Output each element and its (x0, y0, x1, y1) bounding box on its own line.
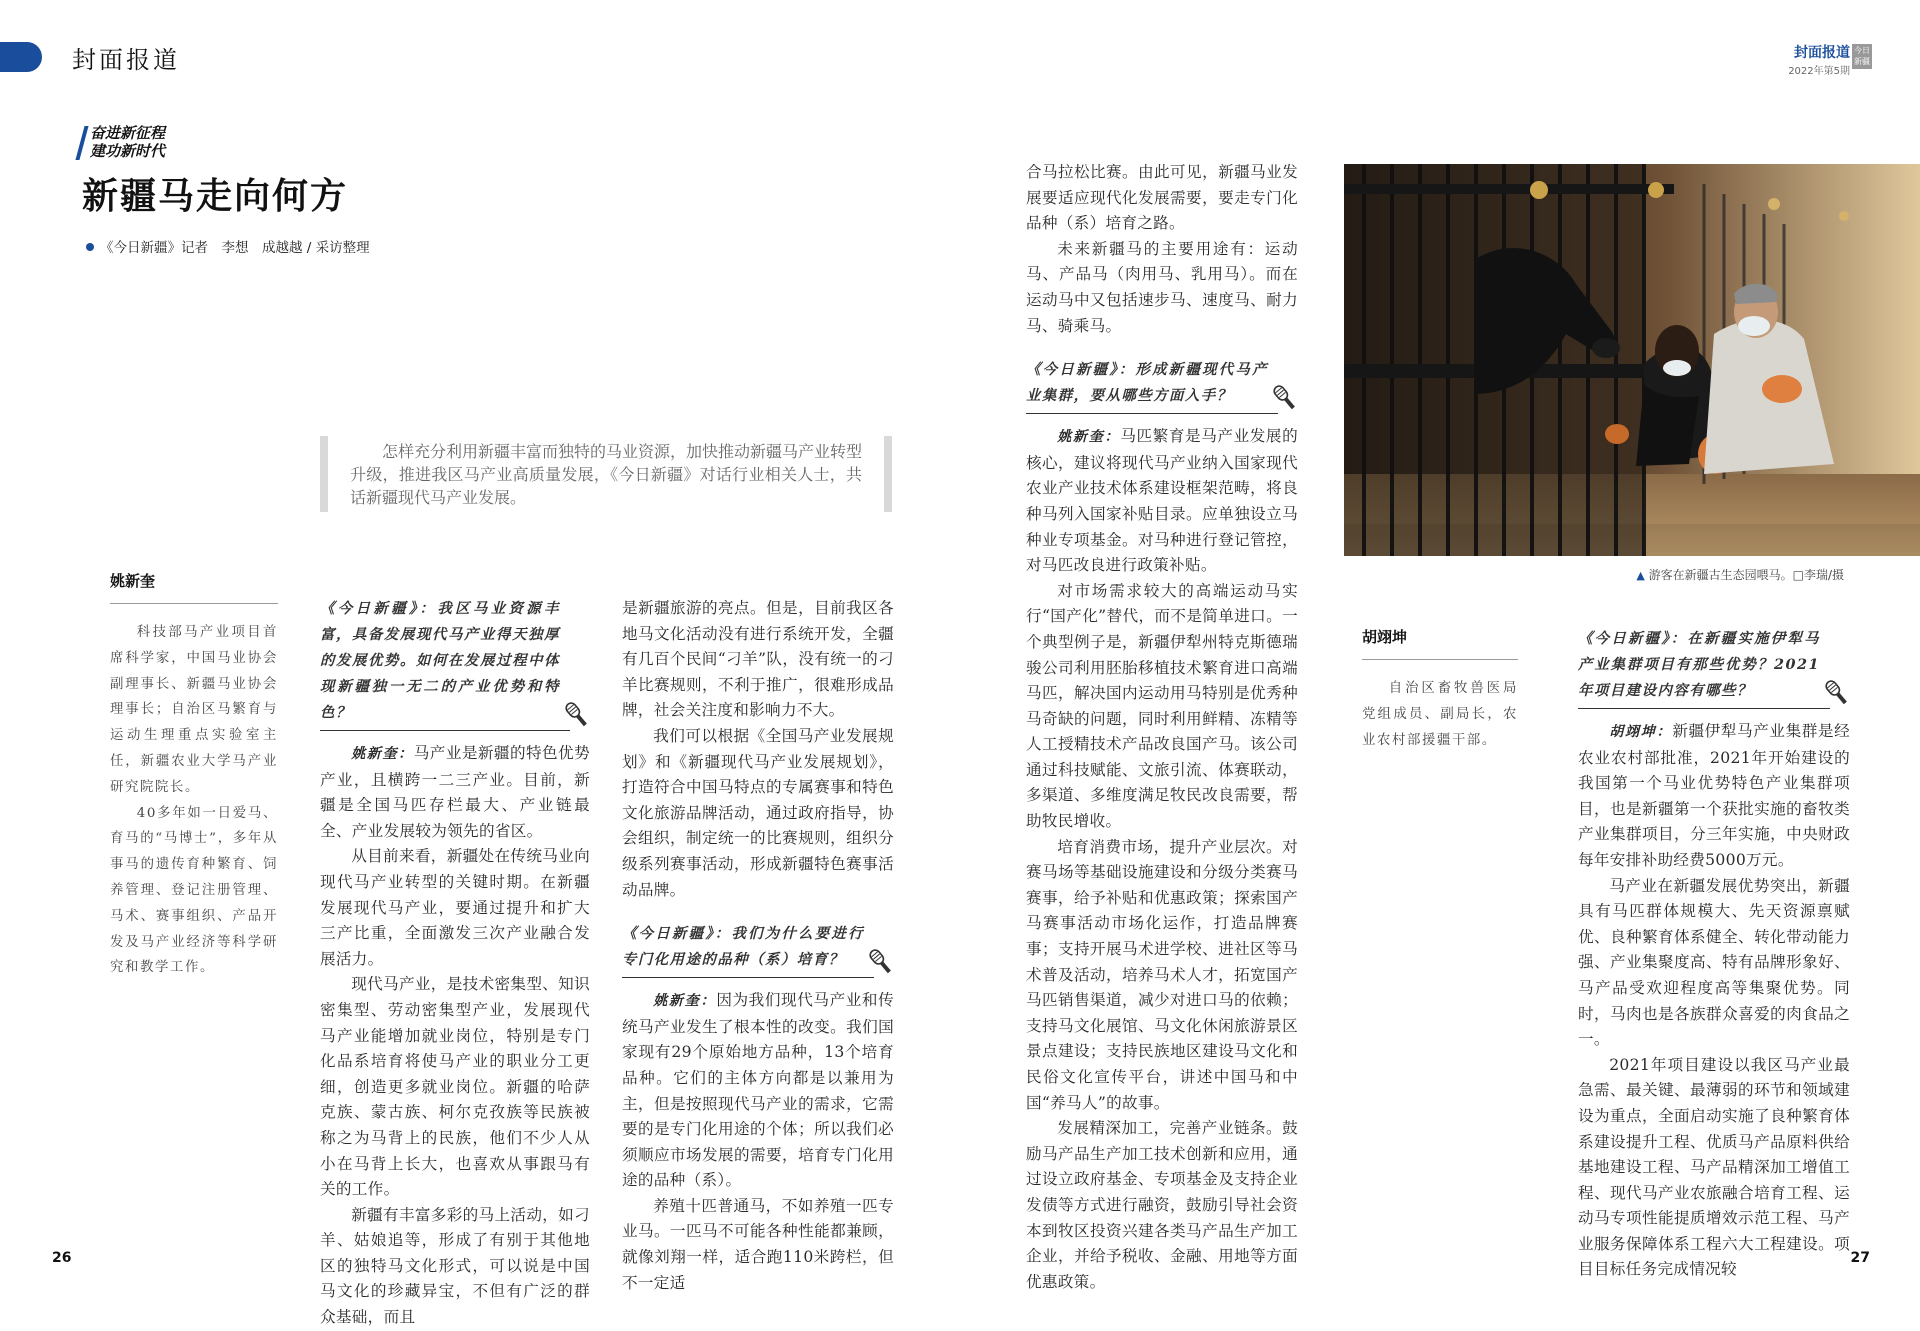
speaker-label: 姚新奎： (653, 993, 717, 1010)
speaker-label: 姚新奎： (1057, 429, 1121, 446)
bio-paragraph-1: 科技部马产业项目首席科学家，中国马业协会副理事长、新疆马业协会理事长；自治区马繁育与运动生理重点实验室主任，新疆农业大学马产业研究院院长。 (110, 625, 278, 795)
triangle-icon: ▲ (1636, 569, 1645, 582)
question-rule (320, 730, 570, 731)
answer-paragraph (320, 741, 590, 844)
answer-paragraph (622, 988, 894, 1194)
article-title: 新疆马走向何方 (82, 176, 349, 217)
header-brand (1788, 42, 1850, 77)
bio-name: 姚新奎 (110, 570, 278, 604)
bio-text (1362, 676, 1518, 753)
bio-text (110, 620, 278, 981)
issue-label: 2022年第5期 (1788, 66, 1850, 77)
bio-name: 胡翊坤 (1362, 626, 1518, 660)
microphone-icon (1820, 676, 1854, 710)
lead-text: 怎样充分利用新疆丰富而独特的马业资源，加快推动新疆马产业转型升级，推进我区马产业高质量发展，《今日新疆》对话行业相关人士，共话新疆现代马产业发展。 (350, 442, 863, 507)
answer-paragraph (1578, 719, 1850, 874)
question-block (1026, 357, 1298, 409)
question-rule (1026, 413, 1278, 414)
byline: 《今日新疆》记者 李想 成越越 / 采访整理 (100, 240, 370, 256)
horse-feeding-illustration (1344, 164, 1920, 556)
interview-question: 《今日新疆》：我区马业资源丰富，具备发展现代马产业得天独厚的发展优势。如何在发展过程中体现新疆独一无二的产业优势和特色？ (320, 600, 560, 721)
article-column-2 (622, 596, 894, 1296)
body-paragraph: 从目前来看，新疆处在传统马业向现代马产业转型的关键时期。在新疆发展现代马产业，要通过提升和扩大三产比重，全面激发三次产业融合发展活力。 (320, 847, 590, 968)
kicker-line-1: 奋进新征程 (90, 124, 166, 142)
microphone-icon (560, 698, 594, 732)
body-paragraph: 马产业在新疆发展优势突出，新疆具有马匹群体规模大、先天资源禀赋优、良种繁育体系健全、转化带动能力强、产业集聚度高、特有品牌形象好、马产品受欢迎程度高等集聚优势。同时，马肉也是各族群众喜爱的肉食品之一。 (1578, 876, 1850, 1049)
interview-question: 《今日新疆》：形成新疆现代马产业集群，要从哪些方面入手？ (1026, 361, 1268, 405)
caption-text: 游客在新疆古生态园喂马。□李瑞/摄 (1648, 568, 1844, 582)
body-paragraph: 培育消费市场，提升产业层次。对赛马场等基础设施建设和分级分类赛马赛事，给予补贴和优惠政策；探索国产马赛事活动市场化运作，打造品牌赛事；支持开展马术进学校、进社区等马术普及活动，培养马术人才，拓宽国产马匹销售渠道，减少对进口马的依赖；支持马文化展馆、马文化休闲旅游景区景点建设；支持民族地区建设马文化和民俗文化宣传平台，讲述中国马和中国“养马人”的故事。 (1026, 837, 1298, 1112)
body-paragraph: 新疆有丰富多彩的马上活动，如刁羊、姑娘追等，形成了有别于其他地区的独特马文化形式，可以说是中国马文化的珍藏异宝，不但有广泛的群众基础，而且 (320, 1205, 590, 1327)
page-number-right: 27 (1850, 1250, 1870, 1266)
speaker-label: 姚新奎： (351, 746, 414, 762)
body-paragraph: 未来新疆马的主要用途有：运动马、产品马（肉用马、乳用马）。而在运动马中又包括速步马、速度马、耐力马、骑乘马。 (1026, 239, 1298, 335)
bio-card-right (1362, 626, 1518, 753)
section-tab (0, 42, 42, 72)
body-paragraph: 现代马产业，是技术密集型、知识密集型、劳动密集型产业，发展现代马产业能增加就业岗位，特别是专门化品系培育将使马产业的职业分工更细，创造更多就业岗位。新疆的哈萨克族、蒙古族、柯尔克孜族等民族被称之为马背上的民族，他们不少人从小在马背上长大，也喜欢从事跟马有关的工作。 (320, 975, 590, 1199)
brand-label: 封面报道 (1794, 45, 1850, 61)
question-block (320, 596, 590, 726)
body-paragraph: 合马拉松比赛。由此可见，新疆马业发展要适应现代化发展需要，要走专门化品种（系）培育之路。 (1026, 163, 1298, 233)
section-title: 封面报道 (72, 46, 180, 74)
answer-paragraph (1026, 424, 1298, 579)
microphone-icon (1268, 381, 1302, 415)
article-column-1 (320, 596, 590, 1331)
question-block (1578, 626, 1850, 704)
speaker-label: 胡翊坤： (1609, 724, 1673, 740)
body-paragraph: 我们可以根据《全国马产业发展规划》和《新疆现代马产业发展规划》，打造符合中国马特点的专属赛事和特色文化旅游品牌活动，通过政府指导，协会组织，制定统一的比赛规则，组织分级系列赛事活动，形成新疆特色赛事活动品牌。 (622, 726, 894, 899)
body-paragraph: 养殖十匹普通马，不如养殖一匹专业马。一匹马不可能各种性能都兼顾，就像刘翔一样，适合跑110米跨栏，但不一定适 (622, 1196, 894, 1292)
question-rule (622, 977, 874, 978)
bio-card-left (110, 570, 278, 981)
answer-text: 因为我们现代马产业和传统马产业发生了根本性的改变。我们国家现有29个原始地方品种，13个培育品种。它们的主体方向都是以兼用为主，但是按照现代马产业的需求，它需要的是专门化用途的个体；所以我们必须顺应市场发展的需要，培育专门化用途的品种（系）。 (622, 991, 894, 1190)
bio-paragraph-2: 40多年如一日爱马、育马的“马博士”，多年从事马的遗传育种繁育、饲养管理、登记注册管理、马术、赛事组织、产品开发及马产业经济等科学研究和教学工作。 (110, 805, 278, 976)
interview-question: 《今日新疆》：我们为什么要进行专门化用途的品种（系）培育？ (622, 925, 864, 969)
badge-text: 今日新疆 (1854, 46, 1870, 66)
photo-caption (1636, 566, 1844, 583)
kicker (90, 124, 165, 160)
body-paragraph: 是新疆旅游的亮点。但是，目前我区各地马文化活动没有进行系统开发，全疆有几百个民间“刁羊”队，没有统一的刁羊比赛规则，不利于推广，很难形成品牌，社会关注度和影响力不大。 (622, 599, 894, 720)
answer-text: 马产业是新疆的特色优势产业，且横跨一二三产业。目前，新疆是全国马匹存栏最大、产业链最全、产业发展较为领先的省区。 (320, 744, 590, 840)
question-block (622, 921, 894, 973)
byline-dot (86, 243, 94, 251)
article-column-4 (1578, 626, 1850, 1283)
question-rule (1578, 708, 1830, 709)
body-paragraph: 2021年项目建设以我区马产业最急需、最关键、最薄弱的环节和领域建设为重点，全面启动实施了良种繁育体系建设提升工程、优质马产品原料供给基地建设工程、马产品精深加工增值工程、现代马产业农旅融合培育工程、运动马专项性能提质增效示范工程、马产业服务保障体系工程六大工程建设。项目目标任务完成情况较 (1578, 1055, 1850, 1279)
interview-question: 《今日新疆》：在新疆实施伊犁马产业集群项目有那些优势？2021年项目建设内容有哪些？ (1578, 630, 1820, 699)
kicker-bar (75, 126, 88, 160)
microphone-icon (864, 945, 898, 979)
stable-photo (1344, 164, 1920, 556)
badge-logo (1852, 44, 1872, 69)
kicker-line-2: 建功新时代 (90, 142, 166, 160)
answer-text: 新疆伊犁马产业集群是经农业农村部批准，2021年开始建设的我国第一个马业优势特色产业集群项目，也是新疆第一个获批实施的畜牧类产业集群项目，分三年实施，中央财政每年安排补助经费5000万元。 (1578, 722, 1850, 869)
bio-paragraph: 自治区畜牧兽医局党组成员、副局长，农业农村部援疆干部。 (1362, 681, 1518, 748)
article-column-3 (1026, 160, 1298, 1295)
lead-quote (320, 436, 892, 512)
page-number-left: 26 (52, 1250, 72, 1266)
body-paragraph: 发展精深加工，完善产业链条。鼓励马产品生产加工技术创新和应用，通过设立政府基金、专项基金及支持企业发债等方式进行融资，鼓励引导社会资本到牧区投资兴建各类马产品生产加工企业，并给予税收、金融、用地等方面优惠政策。 (1026, 1119, 1298, 1291)
body-paragraph: 对市场需求较大的高端运动马实行“国产化”替代，而不是简单进口。一个典型例子是，新疆伊犁州特克斯德瑞骏公司利用胚胎移植技术繁育进口高端马匹，解决国内运动用马特别是优秀种马奇缺的问题，同时利用鲜精、冻精等人工授精技术产品改良国产马。该公司通过科技赋能、文旅引流、体赛联动，多渠道、多维度满足牧民改良需要，帮助牧民增收。 (1026, 581, 1298, 831)
answer-text: 马匹繁育是马产业发展的核心，建议将现代马产业纳入国家现代农业产业技术体系建设框架范畴，将良种马列入国家补贴目录。应单独设立马种业专项基金。对马种进行登记管控，对马匹改良进行政策补贴。 (1026, 427, 1298, 575)
